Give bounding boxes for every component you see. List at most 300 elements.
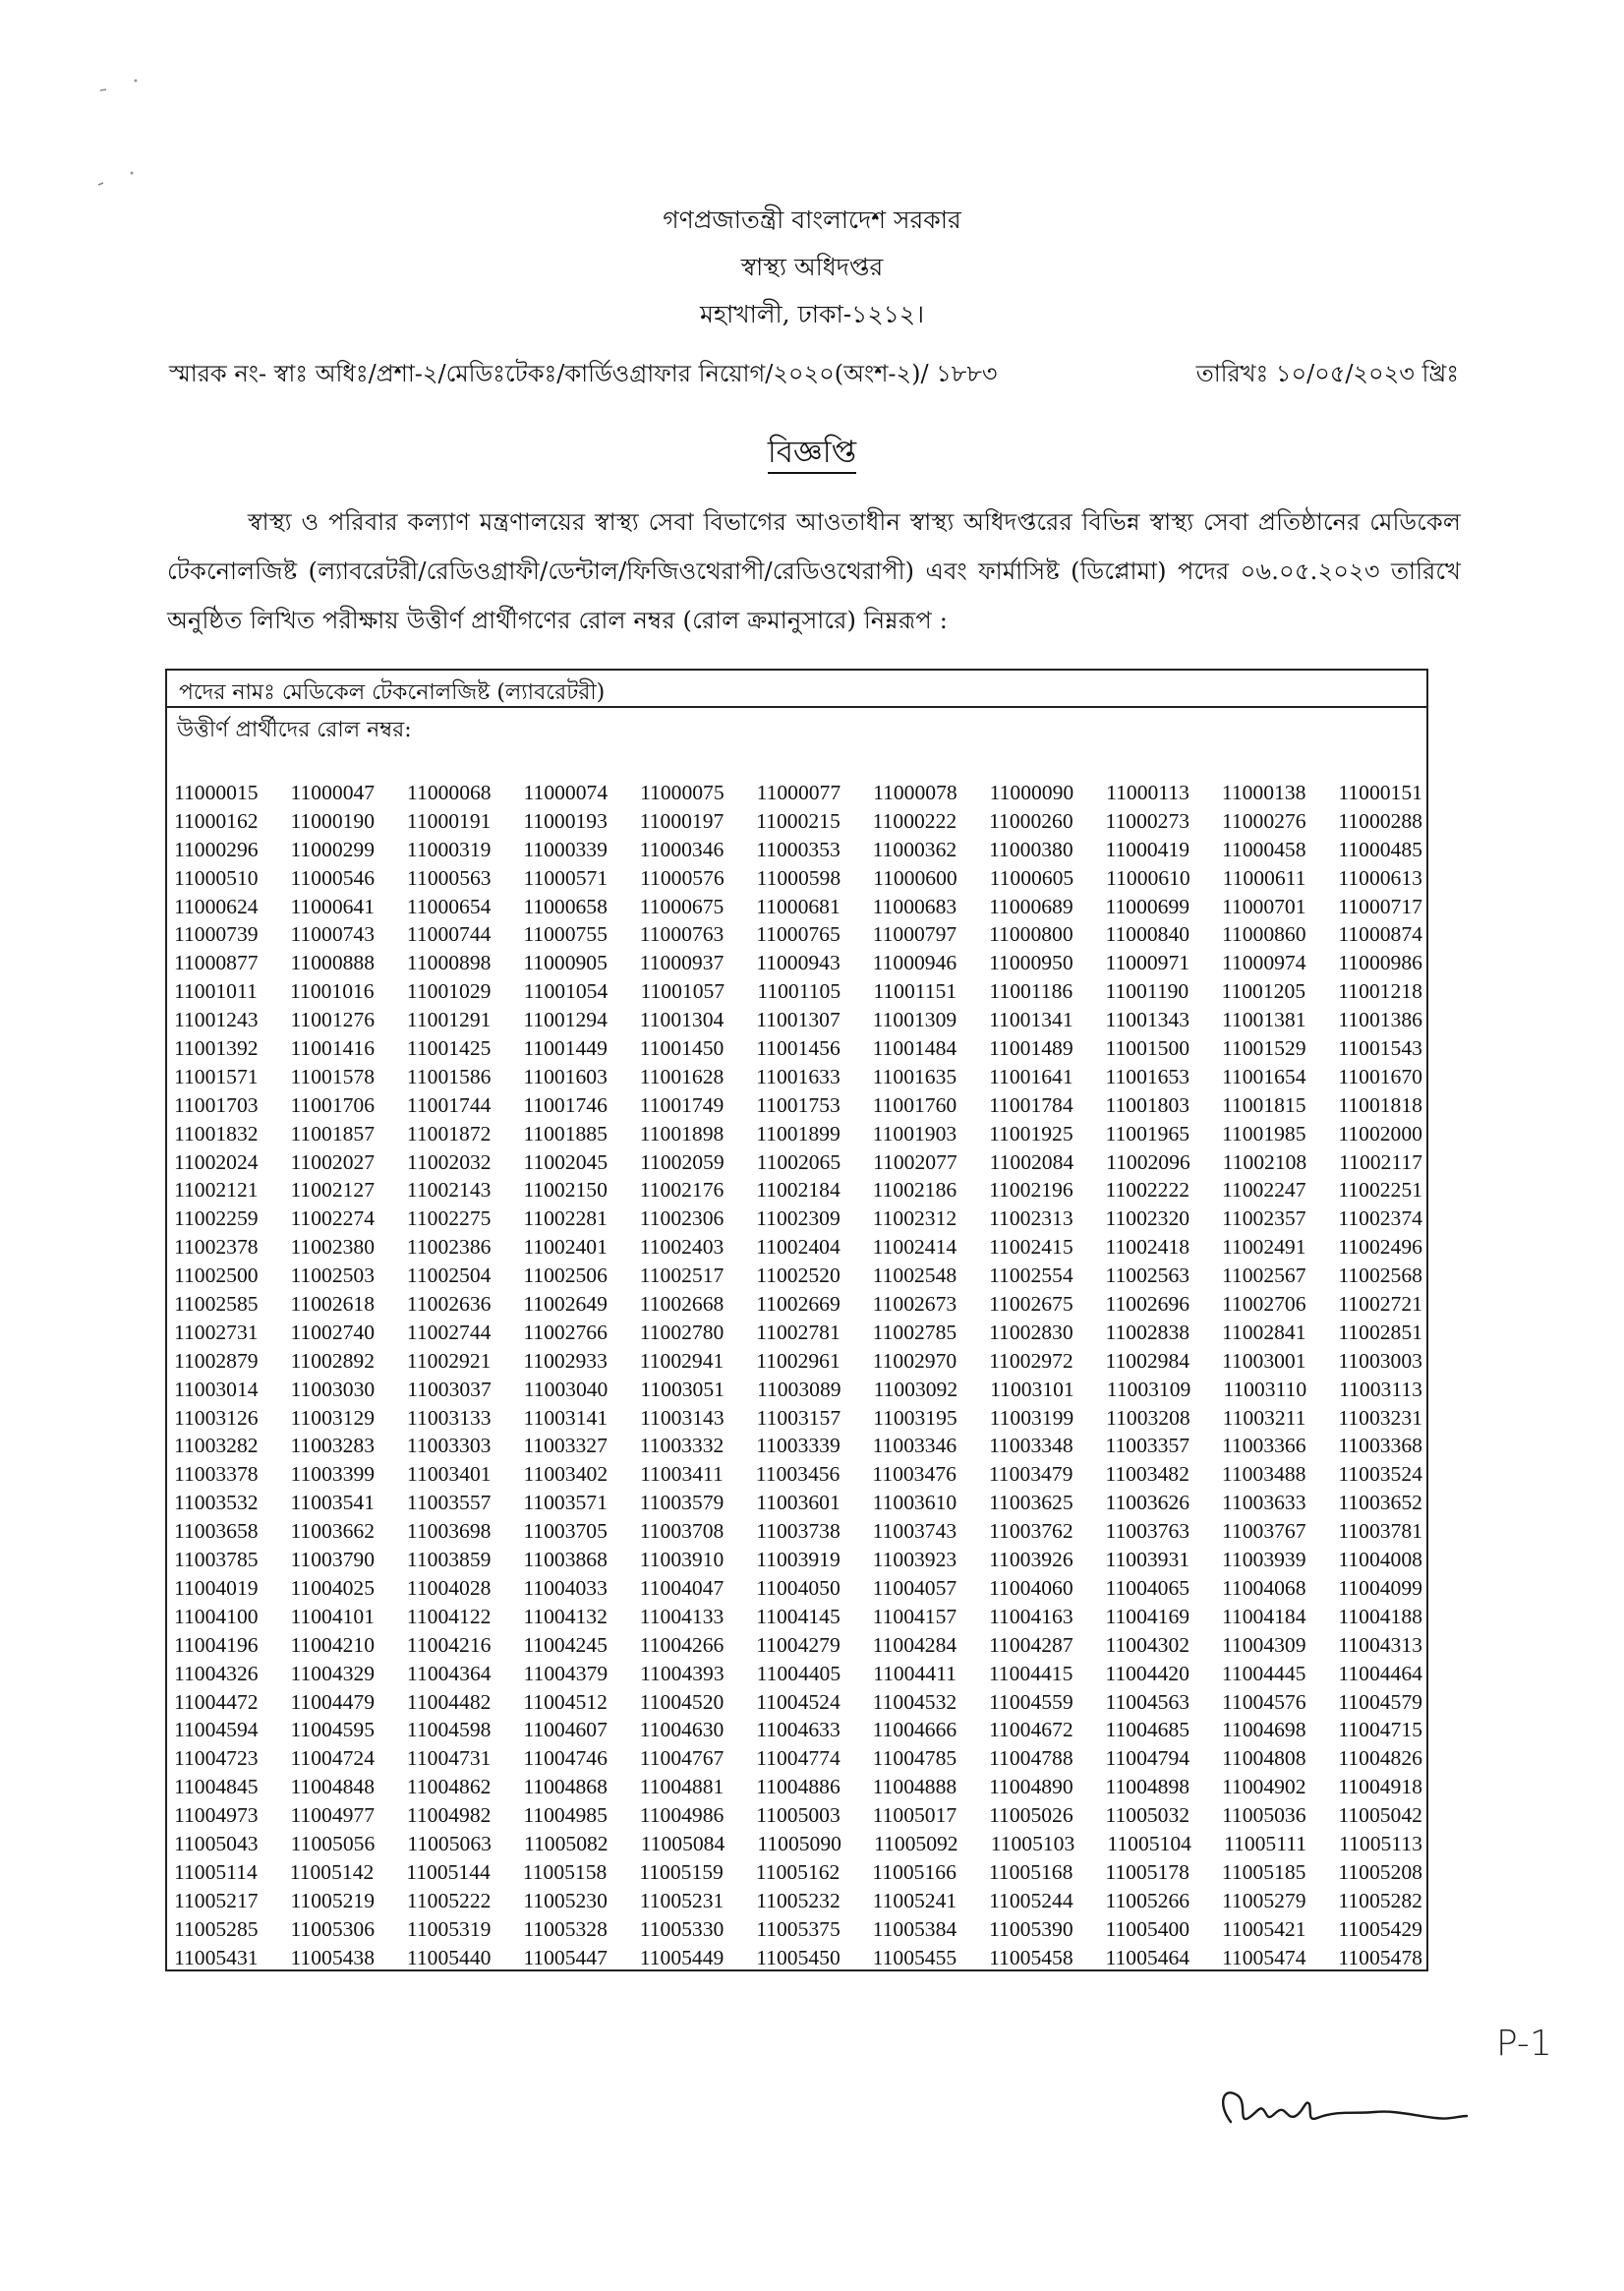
roll-number: 11000877 (174, 951, 259, 975)
roll-number: 11002548 (872, 1263, 957, 1288)
roll-number: 11000699 (1105, 894, 1190, 918)
roll-number: 11002780 (639, 1320, 725, 1344)
roll-number: 11004666 (872, 1718, 957, 1742)
roll-list-caption: উত্তীর্ণ প্রার্থীদের রোল নম্বর: (177, 718, 412, 742)
roll-number: 11004724 (290, 1746, 376, 1771)
roll-number: 11005244 (989, 1888, 1073, 1912)
roll-number: 11000744 (406, 922, 492, 947)
roll-number: 11002121 (174, 1178, 259, 1203)
roll-number-row (174, 1915, 1422, 1944)
notice-intro-paragraph: স্বাস্থ্য ও পরিবার কল্যাণ মন্ত্রণালয়ের স্বাস্থ্য সেবা বিভাগের আওতাধীন স্বাস্থ্য অধিদপ্তরের বিভিন্ন স্বাস্থ্য সেবা প্রতিষ্ঠানের মেডিকেল টেকনোলজিষ্ট (ল্যাবরেটরী/রেডিওগ্রাফী/ডেন্টাল/ফিজিওথেরাপী/রেডিওথেরাপী) এবং ফার্মাসিষ্ট (ডিপ্লোমা) পদের ০৬.০৫.২০২৩ তারিখে অনুষ্ঠিত লিখিত পরীক্ষায় উত্তীর্ণ প্রার্থীগণের রোল নম্বর (রোল ক্রমানুসারে) নিম্নরূপ : (167, 508, 1461, 634)
roll-number: 11003541 (290, 1491, 376, 1515)
roll-number: 11003579 (639, 1491, 725, 1515)
roll-number: 11001653 (1105, 1064, 1190, 1088)
roll-number: 11001186 (989, 979, 1073, 1004)
roll-number: 11002150 (523, 1178, 608, 1203)
roll-number: 11001190 (1105, 979, 1189, 1004)
roll-number: 11005464 (1105, 1945, 1190, 1969)
roll-number: 11004685 (1105, 1718, 1190, 1742)
roll-number: 11002404 (756, 1235, 841, 1260)
memo-date: তারিখঃ ১০/০৫/২০২৩ খ্রিঃ (1195, 360, 1459, 387)
roll-number: 11004302 (1105, 1632, 1190, 1657)
roll-number: 11004898 (1105, 1775, 1190, 1799)
roll-number: 11005217 (174, 1888, 259, 1912)
roll-number: 11005084 (640, 1831, 725, 1855)
roll-number: 11002933 (523, 1348, 608, 1373)
roll-number: 11004145 (756, 1604, 841, 1628)
roll-number-row (174, 1176, 1422, 1204)
roll-number: 11002117 (1339, 1149, 1422, 1174)
roll-number: 11002196 (989, 1178, 1073, 1203)
roll-number: 11000077 (756, 781, 841, 804)
roll-number: 11004133 (639, 1604, 725, 1628)
roll-number: 11002585 (174, 1292, 259, 1317)
roll-number-row (174, 1034, 1422, 1063)
roll-number: 11003785 (174, 1548, 259, 1572)
roll-number: 11002618 (290, 1292, 376, 1317)
roll-number: 11003327 (523, 1434, 608, 1458)
government-name: গণপ্রজাতন্ত্রী বাংলাদেশ সরকার (663, 206, 961, 234)
roll-number: 11004890 (989, 1775, 1073, 1799)
roll-number: 11001309 (872, 1008, 957, 1032)
result-table (165, 669, 1428, 1971)
roll-number: 11005159 (639, 1859, 724, 1884)
department-name: স্বাস্থ্য অধিদপ্তর (740, 253, 884, 281)
roll-number: 11002838 (1105, 1320, 1190, 1344)
roll-number: 11005092 (874, 1831, 958, 1855)
roll-number: 11005450 (756, 1945, 841, 1969)
roll-number: 11005455 (872, 1945, 957, 1969)
roll-number: 11005400 (1105, 1916, 1190, 1941)
roll-number: 11003926 (989, 1548, 1073, 1572)
roll-number: 11001749 (639, 1092, 725, 1117)
roll-number: 11003346 (872, 1434, 957, 1458)
roll-number: 11002554 (989, 1263, 1073, 1288)
roll-number: 11004210 (290, 1632, 376, 1657)
roll-number: 11002084 (989, 1149, 1074, 1174)
office-header (0, 197, 1624, 338)
roll-number: 11002374 (1338, 1206, 1422, 1231)
roll-number: 11004986 (639, 1803, 725, 1828)
roll-number: 11005319 (406, 1916, 492, 1941)
roll-number: 11002274 (290, 1206, 376, 1231)
roll-number: 11000840 (1105, 922, 1190, 947)
notice-title-text: বিজ্ঞপ্তি (768, 435, 856, 474)
roll-number: 11000138 (1221, 781, 1306, 804)
roll-number: 11001784 (989, 1092, 1073, 1117)
roll-number: 11003399 (290, 1462, 376, 1487)
roll-number: 11005056 (290, 1831, 376, 1855)
roll-number: 11005478 (1338, 1945, 1422, 1969)
roll-number-row (174, 1660, 1422, 1688)
roll-number: 11003157 (756, 1405, 841, 1430)
roll-number-row (174, 1290, 1422, 1319)
roll-number: 11000319 (406, 837, 492, 861)
roll-number: 11001628 (639, 1064, 725, 1088)
roll-number: 11002721 (1338, 1292, 1422, 1317)
roll-number: 11003282 (174, 1434, 259, 1458)
roll-number: 11000898 (406, 951, 492, 975)
roll-number: 11002403 (639, 1235, 725, 1260)
roll-number-row (174, 1319, 1422, 1347)
roll-number: 11005431 (174, 1945, 259, 1969)
roll-number: 11005375 (756, 1916, 841, 1941)
roll-number: 11004169 (1105, 1604, 1190, 1628)
roll-number: 11004973 (174, 1803, 259, 1828)
roll-number: 11002357 (1221, 1206, 1306, 1231)
roll-number: 11005438 (290, 1945, 376, 1969)
roll-number: 11003378 (174, 1462, 259, 1487)
roll-number: 11000946 (872, 951, 957, 975)
roll-number: 11004630 (639, 1718, 725, 1742)
roll-number: 11004019 (174, 1575, 259, 1600)
roll-number: 11001903 (872, 1121, 957, 1146)
roll-number: 11002504 (406, 1263, 492, 1288)
roll-number-row (174, 920, 1422, 949)
roll-number: 11004101 (290, 1604, 376, 1628)
roll-number: 11005003 (756, 1803, 841, 1828)
roll-number: 11005208 (1338, 1859, 1422, 1884)
roll-number: 11003476 (872, 1462, 957, 1487)
roll-number: 11002259 (174, 1206, 259, 1231)
roll-number-row (174, 1517, 1422, 1546)
roll-number: 11001965 (1105, 1121, 1190, 1146)
roll-number: 11003208 (1106, 1405, 1190, 1430)
roll-number: 11004862 (406, 1775, 492, 1799)
roll-number: 11003133 (407, 1405, 492, 1430)
roll-number: 11002500 (174, 1263, 259, 1288)
roll-number: 11005449 (639, 1945, 725, 1969)
roll-number: 11001449 (523, 1036, 608, 1061)
roll-number: 11001815 (1221, 1092, 1306, 1117)
roll-number: 11002636 (406, 1292, 492, 1317)
roll-number: 11001857 (290, 1121, 376, 1146)
roll-number: 11001218 (1338, 979, 1422, 1004)
roll-number: 11003919 (756, 1548, 841, 1572)
roll-number: 11000763 (639, 922, 725, 947)
roll-number: 11003014 (174, 1377, 259, 1401)
roll-number: 11003129 (290, 1405, 376, 1430)
roll-number: 11004132 (523, 1604, 608, 1628)
roll-number: 11000339 (523, 837, 608, 861)
roll-number: 11004563 (1105, 1689, 1190, 1714)
roll-number: 11004287 (989, 1632, 1073, 1657)
roll-number: 11001641 (989, 1064, 1073, 1088)
roll-number: 11001054 (523, 979, 609, 1004)
roll-number: 11004746 (523, 1746, 608, 1771)
roll-number: 11003931 (1105, 1548, 1190, 1572)
roll-number: 11001105 (757, 979, 841, 1004)
roll-number: 11000197 (639, 808, 725, 833)
roll-number: 11003141 (523, 1405, 609, 1430)
roll-number: 11000047 (290, 781, 376, 804)
roll-number: 11005384 (872, 1916, 957, 1941)
roll-number: 11002281 (523, 1206, 608, 1231)
page-number-mark: P-1 (1496, 2024, 1552, 2064)
roll-number: 11003003 (1338, 1348, 1422, 1373)
roll-number: 11001011 (174, 979, 258, 1004)
notice-title (0, 429, 1624, 480)
memo-reference: স্মারক নং- স্বাঃ অধিঃ/প্রশা-২/মেডিঃটেকঃ/কার্ডিওগ্রাফার নিয়োগ/২০২০(অংশ-২)/ ১৮৮৩ (169, 360, 998, 387)
roll-number: 11001456 (756, 1036, 841, 1061)
roll-number: 11002096 (1106, 1149, 1190, 1174)
roll-number-row (174, 977, 1422, 1006)
roll-number: 11001304 (639, 1008, 725, 1032)
roll-number-row (174, 1063, 1422, 1091)
roll-number: 11000260 (989, 808, 1073, 833)
roll-number-row (174, 1944, 1422, 1972)
roll-number: 11002176 (639, 1178, 725, 1203)
roll-number: 11002127 (290, 1178, 376, 1203)
roll-number: 11004068 (1221, 1575, 1306, 1600)
roll-number: 11000353 (756, 837, 841, 861)
roll-number: 11003366 (1221, 1434, 1306, 1458)
roll-number: 11004284 (872, 1632, 957, 1657)
roll-number: 11001276 (290, 1008, 376, 1032)
roll-number-row (174, 1006, 1422, 1034)
roll-number: 11004420 (1105, 1661, 1189, 1685)
roll-number: 11004057 (872, 1575, 957, 1600)
roll-number: 11001746 (523, 1092, 608, 1117)
roll-number: 11003051 (640, 1377, 725, 1401)
roll-number: 11004393 (640, 1661, 725, 1685)
roll-number: 11002696 (1105, 1292, 1190, 1317)
roll-number: 11003610 (872, 1491, 957, 1515)
roll-number: 11001925 (989, 1121, 1073, 1146)
roll-number: 11004196 (174, 1632, 259, 1657)
roll-number: 11001654 (1221, 1064, 1306, 1088)
roll-number: 11003283 (290, 1434, 376, 1458)
roll-number: 11003126 (174, 1405, 259, 1430)
roll-number: 11003571 (523, 1491, 608, 1515)
roll-number-grid (174, 779, 1422, 1971)
roll-number: 11004008 (1338, 1548, 1422, 1572)
roll-number: 11005185 (1221, 1859, 1306, 1884)
roll-number: 11002785 (872, 1320, 957, 1344)
roll-number: 11000571 (523, 865, 609, 890)
roll-number: 11005231 (639, 1888, 725, 1912)
roll-number: 11002879 (174, 1348, 259, 1373)
roll-number: 11001586 (406, 1064, 492, 1088)
roll-number: 11004163 (989, 1604, 1073, 1628)
roll-number: 11004848 (290, 1775, 376, 1799)
roll-number: 11002970 (872, 1348, 957, 1373)
roll-number: 11005032 (1105, 1803, 1190, 1828)
roll-number: 11004266 (639, 1632, 725, 1657)
roll-number-row (174, 1858, 1422, 1887)
roll-number: 11000576 (640, 865, 725, 890)
roll-number: 11000563 (407, 865, 492, 890)
roll-number: 11002675 (989, 1292, 1073, 1317)
roll-number: 11004808 (1221, 1746, 1306, 1771)
roll-number: 11002306 (639, 1206, 725, 1231)
roll-number: 11005114 (174, 1859, 258, 1884)
roll-number: 11004050 (756, 1575, 841, 1600)
roll-number: 11002378 (174, 1235, 259, 1260)
roll-number: 11004379 (523, 1661, 609, 1685)
roll-number: 11003479 (988, 1462, 1073, 1487)
roll-number: 11000600 (873, 865, 957, 890)
roll-number: 11001294 (523, 1008, 608, 1032)
roll-number: 11004364 (407, 1661, 492, 1685)
roll-number: 11002892 (290, 1348, 376, 1373)
roll-number: 11001543 (1338, 1036, 1422, 1061)
roll-number: 11004918 (1338, 1775, 1422, 1799)
roll-number: 11003101 (990, 1377, 1074, 1401)
roll-number: 11002740 (290, 1320, 376, 1344)
roll-number: 11004122 (406, 1604, 492, 1628)
roll-number: 11001450 (639, 1036, 725, 1061)
roll-number-row (174, 893, 1422, 921)
roll-number: 11003910 (639, 1548, 725, 1572)
roll-number: 11002781 (756, 1320, 841, 1344)
roll-number: 11000937 (639, 951, 725, 975)
roll-number: 11001489 (989, 1036, 1073, 1061)
roll-number: 11001341 (989, 1008, 1073, 1032)
roll-number: 11003633 (1221, 1491, 1306, 1515)
roll-number: 11004060 (989, 1575, 1073, 1600)
roll-number: 11000624 (174, 894, 259, 918)
roll-number: 11001706 (290, 1092, 376, 1117)
roll-number: 11004099 (1338, 1575, 1422, 1600)
roll-number: 11002517 (639, 1263, 725, 1288)
roll-number: 11004595 (290, 1718, 376, 1742)
roll-number: 11000222 (872, 808, 957, 833)
roll-number: 11000950 (989, 951, 1073, 975)
roll-number: 11002961 (756, 1348, 841, 1373)
roll-number: 11004482 (406, 1689, 492, 1714)
roll-number: 11003532 (174, 1491, 259, 1515)
scan-speck-marks (88, 69, 147, 197)
roll-number: 11003868 (523, 1548, 608, 1572)
roll-number: 11001386 (1338, 1008, 1422, 1032)
roll-number: 11003401 (407, 1462, 492, 1487)
roll-number: 11000362 (872, 837, 957, 861)
roll-number: 11002415 (989, 1235, 1073, 1260)
roll-number: 11005017 (872, 1803, 957, 1828)
roll-number: 11003781 (1338, 1519, 1422, 1544)
roll-number: 11005390 (989, 1916, 1073, 1941)
roll-number: 11001571 (174, 1064, 259, 1088)
roll-number: 11000015 (174, 781, 259, 804)
roll-number: 11003303 (406, 1434, 492, 1458)
roll-number: 11002386 (406, 1235, 492, 1260)
roll-number: 11000074 (523, 781, 609, 804)
roll-number: 11004845 (174, 1775, 259, 1799)
roll-number: 11002503 (290, 1263, 376, 1288)
roll-number: 11000346 (639, 837, 725, 861)
roll-number: 11001500 (1105, 1036, 1190, 1061)
roll-number: 11003652 (1338, 1491, 1422, 1515)
roll-number: 11000683 (872, 894, 957, 918)
roll-number: 11001633 (756, 1064, 841, 1088)
roll-number-row (174, 1603, 1422, 1631)
roll-number: 11003110 (1223, 1377, 1307, 1401)
roll-number: 11000765 (756, 922, 841, 947)
roll-number: 11001151 (873, 979, 957, 1004)
roll-number-row (174, 864, 1422, 893)
roll-number: 11001425 (406, 1036, 492, 1061)
roll-number: 11005279 (1221, 1888, 1306, 1912)
roll-number: 11005103 (990, 1831, 1075, 1855)
roll-number: 11001899 (756, 1121, 841, 1146)
roll-number: 11000510 (174, 865, 259, 890)
roll-number: 11000717 (1338, 894, 1422, 918)
roll-number: 11002401 (523, 1235, 608, 1260)
roll-number: 11004245 (523, 1632, 608, 1657)
roll-number: 11002568 (1338, 1263, 1422, 1288)
roll-number: 11004982 (406, 1803, 492, 1828)
roll-number: 11003743 (872, 1519, 957, 1544)
roll-number: 11000943 (756, 951, 841, 975)
roll-number: 11005104 (1107, 1831, 1191, 1855)
roll-number: 11003368 (1338, 1434, 1422, 1458)
roll-number: 11004794 (1105, 1746, 1190, 1771)
roll-number: 11002312 (872, 1206, 957, 1231)
roll-number: 11002418 (1105, 1235, 1190, 1260)
roll-number: 11000658 (523, 894, 608, 918)
roll-number: 11003790 (290, 1548, 376, 1572)
roll-number: 11001753 (756, 1092, 841, 1117)
roll-number: 11000078 (873, 781, 957, 804)
roll-number: 11004313 (1338, 1632, 1422, 1657)
roll-number: 11004326 (174, 1661, 259, 1685)
roll-number: 11005166 (872, 1859, 957, 1884)
roll-number: 11003402 (523, 1462, 609, 1487)
roll-number: 11000299 (290, 837, 376, 861)
roll-number: 11005447 (523, 1945, 608, 1969)
roll-number: 11003211 (1222, 1405, 1306, 1430)
roll-number: 11005036 (1221, 1803, 1306, 1828)
roll-number: 11000701 (1221, 894, 1306, 918)
roll-number: 11000090 (989, 781, 1074, 804)
roll-number: 11004532 (872, 1689, 957, 1714)
roll-number: 11001985 (1221, 1121, 1306, 1146)
roll-number: 11003089 (756, 1377, 841, 1401)
roll-number: 11002921 (406, 1348, 492, 1373)
roll-number: 11004868 (523, 1775, 608, 1799)
roll-number: 11000613 (1338, 865, 1422, 890)
roll-number: 11004985 (523, 1803, 608, 1828)
roll-number: 11001057 (640, 979, 725, 1004)
roll-number: 11000380 (989, 837, 1073, 861)
roll-number: 11000485 (1338, 837, 1422, 861)
roll-number-row (174, 836, 1422, 864)
roll-number: 11001578 (290, 1064, 376, 1088)
roll-number: 11001818 (1338, 1092, 1422, 1117)
roll-number: 11003348 (989, 1434, 1073, 1458)
roll-number: 11004579 (1338, 1689, 1422, 1714)
roll-number: 11005429 (1338, 1916, 1422, 1941)
roll-number: 11002309 (756, 1206, 841, 1231)
roll-number: 11001243 (174, 1008, 259, 1032)
roll-number: 11003482 (1105, 1462, 1189, 1487)
roll-number: 11000598 (756, 865, 841, 890)
roll-number: 11002496 (1338, 1235, 1422, 1260)
roll-number: 11004157 (872, 1604, 957, 1628)
roll-number: 11005232 (756, 1888, 841, 1912)
roll-number: 11004405 (756, 1661, 841, 1685)
roll-number: 11005142 (289, 1859, 375, 1884)
roll-number: 11002984 (1105, 1348, 1190, 1373)
roll-number: 11002313 (989, 1206, 1073, 1231)
roll-number: 11003625 (989, 1491, 1073, 1515)
roll-number: 11002520 (756, 1263, 841, 1288)
roll-number: 11005282 (1338, 1888, 1422, 1912)
roll-number: 11005219 (290, 1888, 376, 1912)
roll-number: 11002941 (639, 1348, 725, 1373)
roll-number: 11004472 (174, 1689, 259, 1714)
